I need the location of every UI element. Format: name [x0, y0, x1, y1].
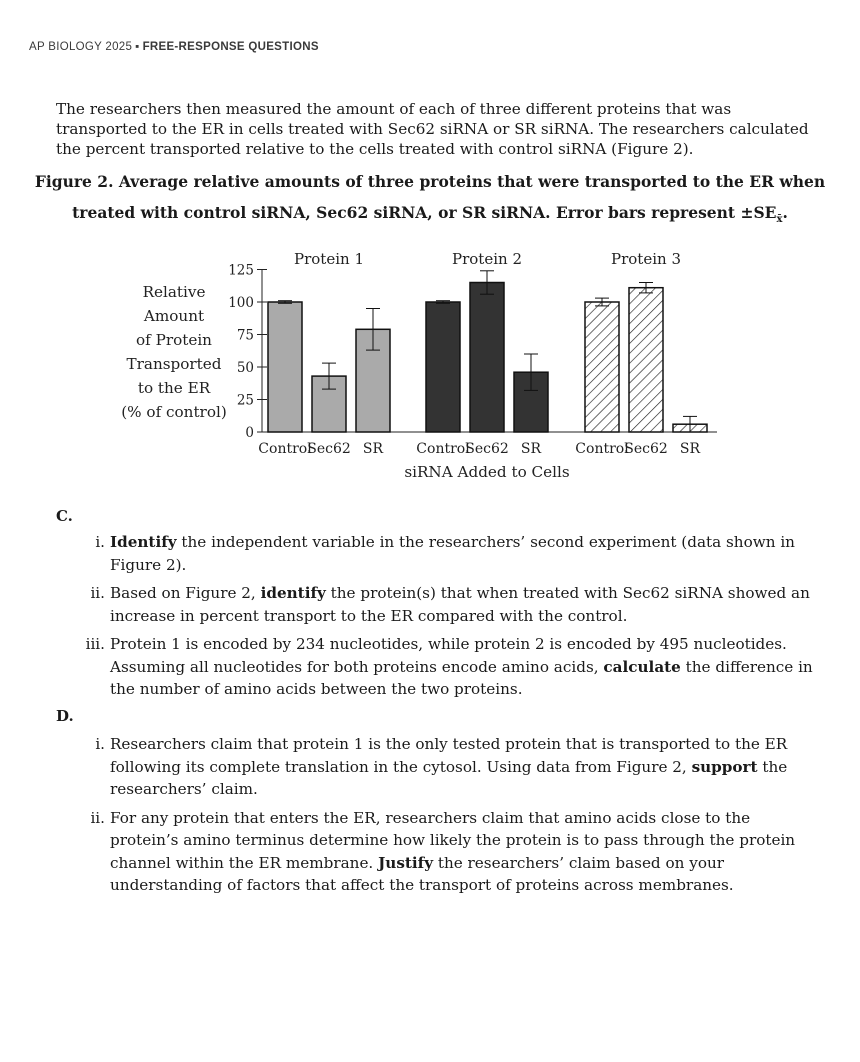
part-c-question-2 [0, 582, 820, 627]
question-number: iii. [85, 635, 105, 653]
y-axis-label-line: Relative [142, 283, 206, 301]
question-number: i. [95, 735, 105, 753]
y-tick-label: 0 [245, 425, 254, 441]
bar-protein-1-control [268, 302, 302, 432]
task-verb: calculate [603, 657, 681, 676]
task-verb: support [691, 757, 758, 776]
bar-protein-3-control [585, 302, 619, 432]
exam-title: AP BIOLOGY 2025 [29, 41, 133, 53]
part-c-questions [0, 531, 820, 707]
y-axis-label-line: Amount [143, 307, 205, 325]
part-c-letter: C. [56, 507, 73, 525]
part-c-question-1 [0, 531, 820, 576]
y-axis-label-line: to the ER [137, 379, 211, 397]
y-axis-label-line: Transported [126, 355, 222, 373]
question-number: i. [95, 533, 105, 551]
question-text: the difference in the number of amino acids between the two proteins. [110, 657, 813, 698]
question-text: the protein(s) that when treated with Sec62 siRNA showed an increase in percent transport to the ER compared with the control. [110, 584, 810, 625]
y-tick-label: 25 [236, 392, 254, 409]
y-tick-label: 125 [228, 262, 254, 279]
part-c-question-3 [0, 633, 820, 701]
page-header [29, 41, 319, 53]
group-label: Protein 3 [611, 250, 681, 268]
y-tick-label: 100 [228, 295, 254, 311]
question-text-pre: Researchers claim that protein 1 is the only tested protein that is transported to the ER following its complete translation in the cytosol. Using data from Figure 2, [110, 735, 788, 776]
figure-caption [30, 166, 830, 235]
x-tick-label: Control [575, 441, 629, 457]
part-d-question-2 [0, 807, 820, 897]
y-tick-label: 50 [236, 360, 254, 376]
part-d-question-1 [0, 733, 820, 801]
section-title: FREE-RESPONSE QUESTIONS [142, 41, 319, 53]
bar-protein-2-sec62 [470, 283, 504, 433]
group-label: Protein 1 [294, 250, 364, 268]
group-label: Protein 2 [452, 250, 522, 268]
x-tick-label: Control [416, 441, 470, 457]
question-text: the independent variable in the researchers’ second experiment (data shown in Figure 2). [110, 533, 795, 574]
x-tick-label: SR [679, 441, 701, 457]
x-axis-label: siRNA Added to Cells [404, 463, 570, 481]
y-tick-label: 75 [236, 327, 254, 344]
question-number: ii. [90, 584, 105, 602]
x-tick-label: SR [362, 441, 384, 457]
x-tick-label: Sec62 [465, 441, 509, 457]
caption-line-2: treated with control siRNA, Sec62 siRNA, or SR siRNA. Error bars represent $\pm SE_{x̄}$. [72, 203, 788, 226]
task-verb: Identify [110, 533, 177, 551]
caption-line-1: Figure 2. Average relative amounts of three proteins that were transported to the ER when [34, 172, 826, 191]
x-tick-label: Sec62 [624, 441, 668, 457]
header-separator: ▪ [135, 41, 140, 53]
part-d-letter: D. [56, 707, 74, 725]
task-verb: identify [260, 584, 326, 602]
caption-se-subscript: x̄ [776, 214, 783, 226]
question-text-pre: Based on Figure 2, [110, 584, 261, 602]
intro-paragraph: The researchers then measured the amount of each of three different proteins that was transported to the ER in cells treated with Sec62 siRNA or SR siRNA. The researchers calculated the percent transported relative to the cells treated with control siRNA (Figure 2). [56, 100, 809, 158]
question-text: the researchers’ claim based on your understanding of factors that affect the transport of proteins across membranes. [110, 853, 734, 894]
bar-protein-3-sec62 [629, 288, 663, 432]
part-d-questions [0, 733, 820, 903]
question-text: the researchers’ claim. [110, 757, 788, 798]
task-verb: Justify [378, 853, 434, 872]
y-axis-label-line: (% of control) [121, 403, 227, 421]
figure-2-chart [0, 240, 860, 490]
y-axis-label-line: of Protein [136, 331, 212, 349]
question-number: ii. [90, 808, 105, 827]
x-tick-label: Control [258, 441, 312, 457]
caption-line-2-text: treated with control siRNA, Sec62 siRNA, or SR siRNA. Error bars represent ±SE [72, 203, 777, 222]
question-text-pre: For any protein that enters the ER, researchers claim that amino acids close to the protein’s amino terminus determine how likely the protein is to pass through the protein channel within the ER membrane. [110, 808, 796, 872]
question-text-pre: Protein 1 is encoded by 234 nucleotides, while protein 2 is encoded by 495 nucleotides. Assuming all nucleotides for both proteins encode amino acids, [110, 635, 787, 676]
bar-protein-2-control [426, 302, 460, 432]
x-tick-label: SR [520, 441, 542, 457]
x-tick-label: Sec62 [307, 441, 351, 457]
